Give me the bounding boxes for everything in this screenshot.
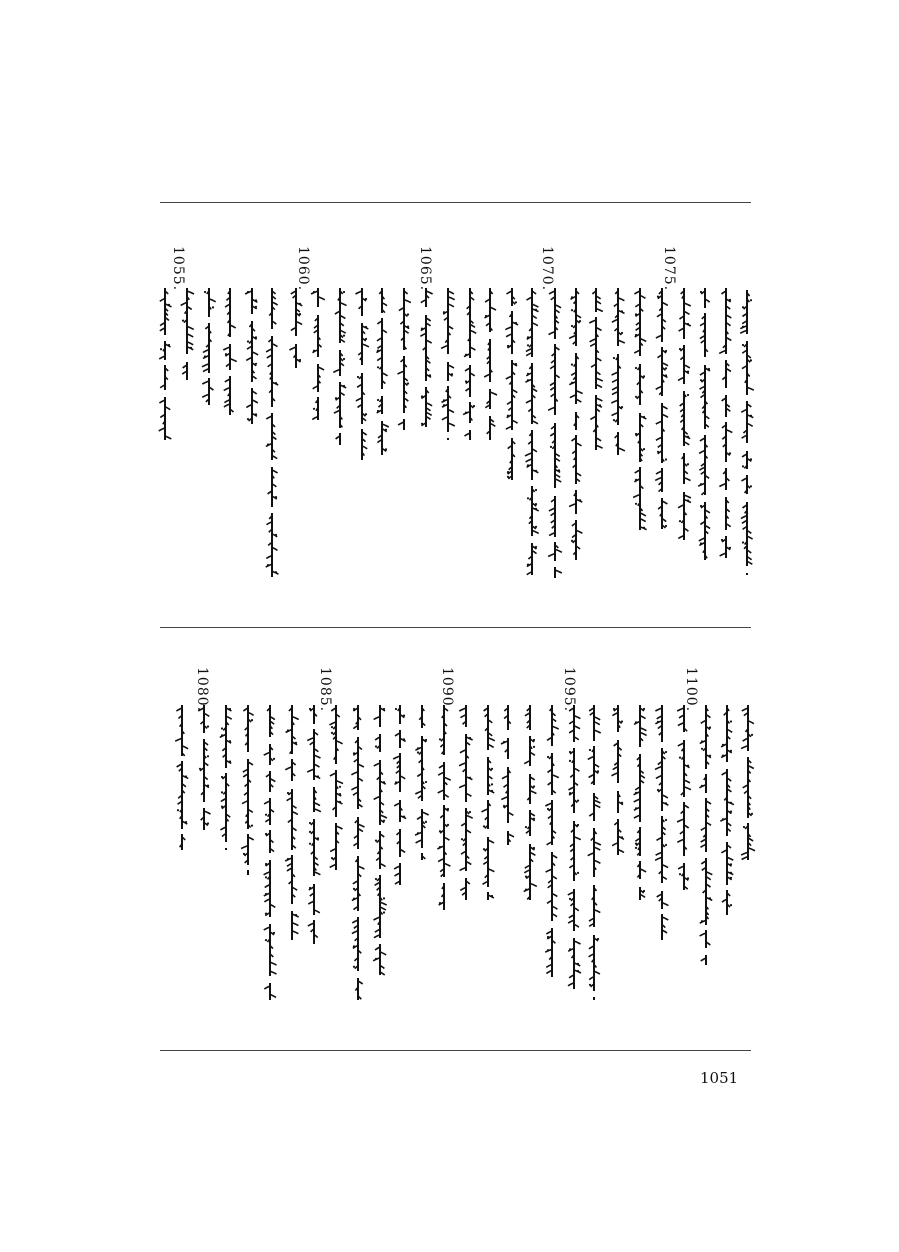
script-line-lower-4 — [677, 705, 691, 890]
script-line-upper-6 — [633, 288, 647, 530]
line-number-1060: 1060. — [295, 246, 311, 292]
script-line-upper-28 — [158, 288, 172, 440]
script-line-upper-15 — [441, 288, 455, 440]
middle-rule — [160, 627, 751, 628]
script-line-upper-3 — [698, 288, 712, 560]
script-line-lower-10 — [545, 705, 559, 980]
script-line-lower-1 — [741, 705, 755, 860]
script-line-upper-17 — [397, 288, 411, 430]
script-line-lower-23 — [263, 705, 277, 1000]
script-line-lower-3 — [699, 705, 713, 965]
script-line-upper-11 — [525, 288, 539, 575]
script-line-upper-25 — [223, 288, 237, 415]
script-line-lower-9 — [567, 705, 581, 990]
line-number-1065: 1065. — [417, 246, 433, 292]
script-line-upper-21 — [311, 288, 325, 420]
script-line-lower-6 — [633, 705, 647, 900]
script-line-lower-12 — [501, 705, 515, 845]
script-line-lower-2 — [720, 705, 734, 915]
script-line-upper-19 — [355, 288, 369, 460]
script-line-lower-13 — [481, 705, 495, 900]
script-line-upper-12 — [505, 288, 519, 480]
line-number-1090: 1090. — [439, 667, 455, 713]
script-line-upper-1 — [740, 290, 754, 575]
script-line-lower-5 — [655, 705, 669, 940]
script-line-lower-26 — [197, 705, 211, 830]
line-number-1100: 1100. — [683, 667, 699, 713]
line-number-1085: 1085. — [317, 667, 333, 713]
script-line-lower-7 — [611, 705, 625, 855]
script-line-upper-24 — [245, 288, 259, 430]
script-line-lower-18 — [373, 705, 387, 975]
script-line-upper-16 — [419, 288, 433, 430]
script-line-upper-10 — [548, 288, 562, 578]
script-line-upper-27 — [180, 288, 194, 380]
script-line-lower-11 — [523, 705, 537, 900]
script-line-upper-18 — [375, 288, 389, 455]
page-number: 1051 — [700, 1069, 739, 1087]
script-line-upper-23 — [265, 288, 279, 578]
line-number-1080: 1080. — [194, 667, 210, 713]
script-line-upper-7 — [611, 288, 625, 455]
top-rule — [160, 202, 751, 203]
script-line-upper-4 — [677, 288, 691, 540]
script-line-upper-14 — [463, 288, 477, 440]
script-line-lower-22 — [285, 705, 299, 940]
script-line-lower-21 — [307, 705, 321, 945]
script-line-lower-19 — [351, 705, 365, 1000]
line-number-1095: 1095. — [561, 667, 577, 713]
script-line-lower-27 — [175, 705, 189, 850]
script-line-upper-9 — [569, 288, 583, 560]
line-number-1075: 1075. — [661, 246, 677, 292]
script-line-lower-20 — [329, 705, 343, 870]
bottom-rule — [160, 1050, 751, 1051]
script-line-lower-17 — [393, 705, 407, 885]
script-line-upper-2 — [719, 288, 733, 560]
script-line-lower-8 — [587, 705, 601, 1000]
line-number-1070: 1070. — [539, 246, 555, 292]
script-line-upper-8 — [589, 288, 603, 450]
script-line-lower-15 — [437, 705, 451, 910]
script-line-upper-13 — [483, 288, 497, 445]
script-line-upper-22 — [289, 288, 303, 368]
script-line-upper-26 — [202, 288, 216, 405]
script-line-lower-25 — [219, 705, 233, 850]
script-line-lower-14 — [459, 705, 473, 900]
script-line-upper-5 — [655, 288, 669, 530]
line-number-1055: 1055. — [170, 246, 186, 292]
script-line-upper-20 — [333, 288, 347, 445]
script-line-lower-24 — [241, 705, 255, 875]
script-line-lower-16 — [415, 705, 429, 860]
